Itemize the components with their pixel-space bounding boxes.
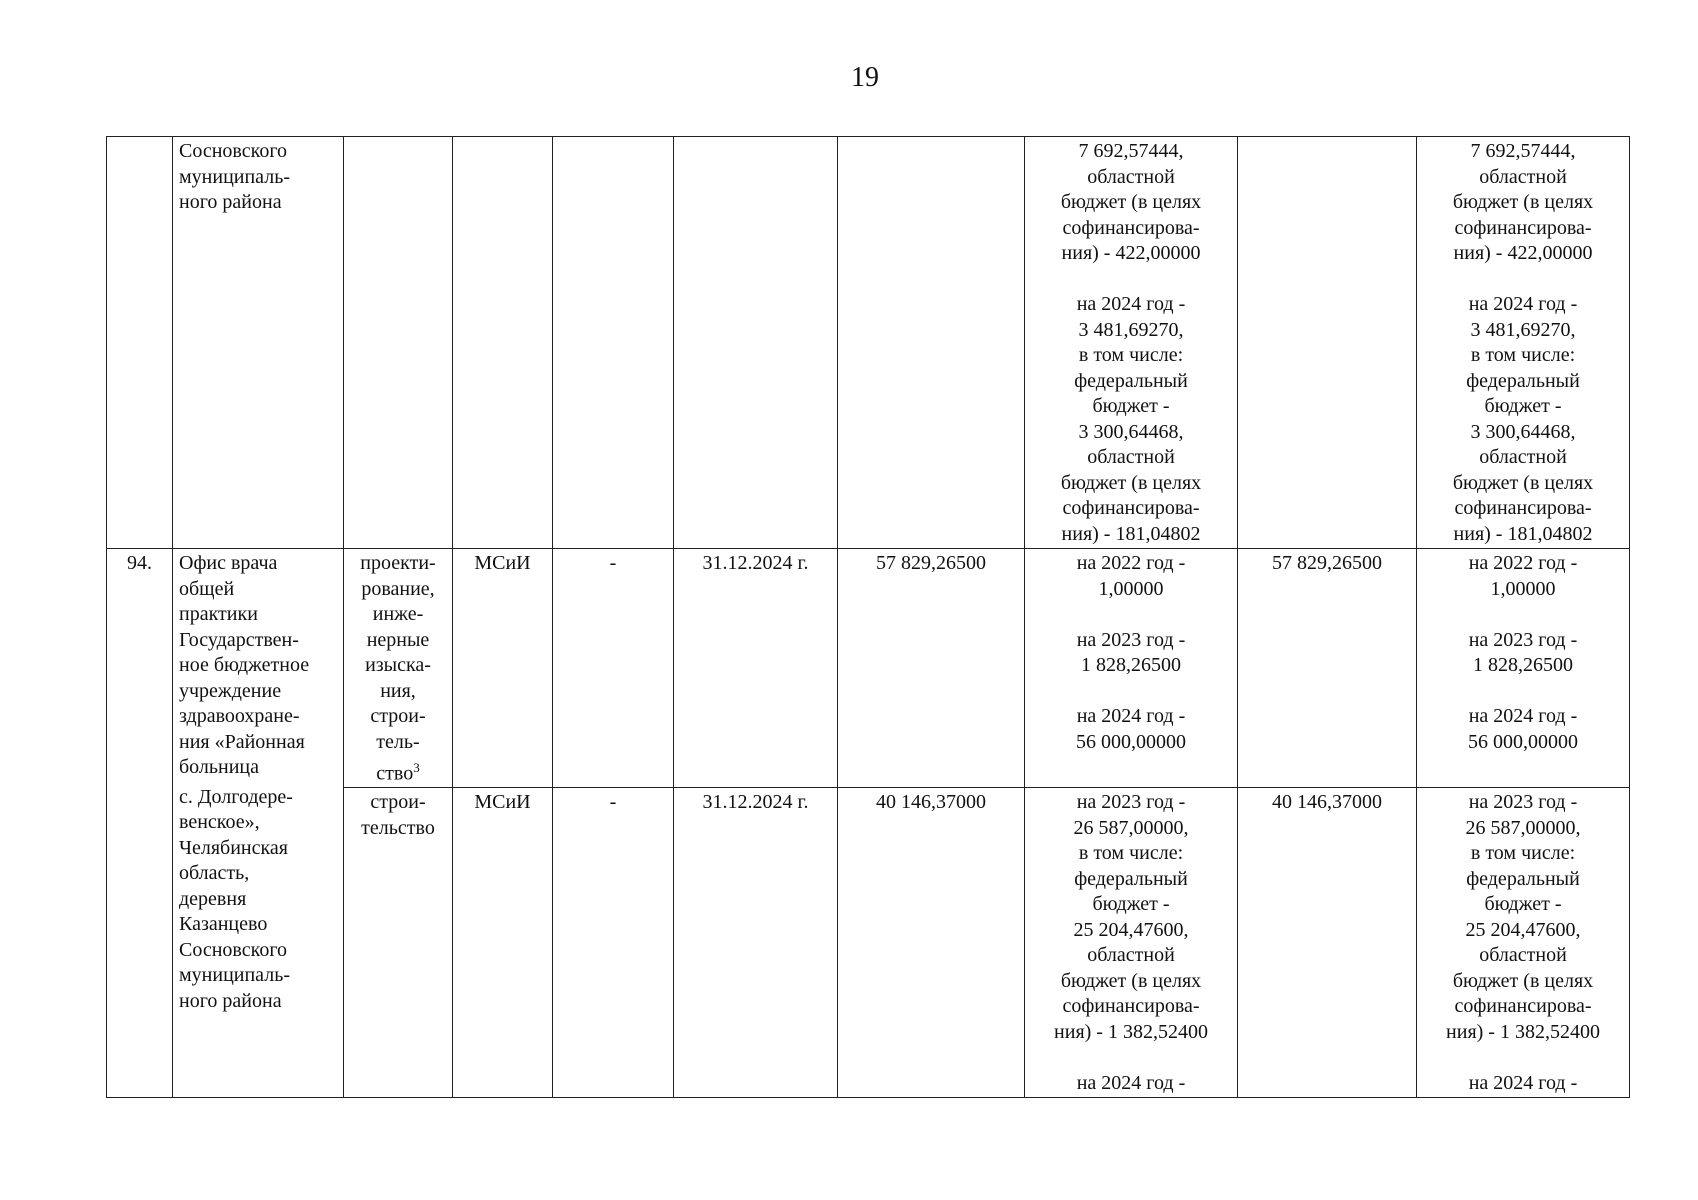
financing-2024: на 2024 год - 56 000,00000 <box>1076 705 1186 753</box>
object-name-bottom: с. Долгодере- венское», Челябинская область, деревня Казанцево Сосновского муниципаль- ного района <box>179 785 293 1012</box>
cell-customer: МСиИ <box>453 549 553 788</box>
allocation-2023: на 2023 год - 26 587,00000, в том числе: федеральный бюджет - 25 204,47600, областной бюджет (в целях софинансирова- ния) - 1 382,52400 <box>1446 791 1600 1043</box>
cell-object-name <box>173 549 344 1098</box>
footnote-mark: 3 <box>413 760 420 775</box>
cell-estimated-cost <box>838 137 1025 549</box>
cell-financing <box>1025 549 1238 788</box>
cell-work-type <box>344 549 453 788</box>
cell-object-name: Сосновского муниципаль- ного района <box>173 137 344 549</box>
cell-allocation <box>1417 137 1630 549</box>
cell-estimated-cost: 57 829,26500 <box>838 549 1025 788</box>
cell-work-type: строи- тельство <box>344 788 453 1098</box>
allocation-part-b: на 2024 год - 3 481,69270, в том числе: федеральный бюджет - 3 300,64468, областной бюджет (в целях софинансирова- ния) - 181,04802 <box>1452 293 1594 545</box>
cell-number <box>107 137 173 549</box>
cell-end-date <box>674 137 838 549</box>
cell-start-date: - <box>553 549 674 788</box>
allocation-2022: на 2022 год - 1,00000 <box>1468 552 1578 600</box>
table-row-94-design <box>107 549 1630 788</box>
work-type-text: проекти- рование, инже- нерные изыска- ния, строи- тель- ство <box>360 552 436 785</box>
financing-2022: на 2022 год - 1,00000 <box>1076 552 1186 600</box>
object-name-top: Офис врача общей практики Государствен- ное бюджетное учреждение здравоохране- ния «Районная больница <box>179 552 310 778</box>
cell-allocation <box>1417 549 1630 788</box>
financing-part-b: на 2024 год - 3 481,69270, в том числе: федеральный бюджет - 3 300,64468, областной бюджет (в целях софинансирова- ния) - 181,04802 <box>1060 293 1202 545</box>
investment-table <box>106 136 1630 1098</box>
cell-limit <box>1238 137 1417 549</box>
allocation-part-a: 7 692,57444, областной бюджет (в целях софинансирова- ния) - 422,00000 <box>1452 140 1594 264</box>
cell-allocation <box>1417 788 1630 1098</box>
cell-limit: 40 146,37000 <box>1238 788 1417 1098</box>
cell-estimated-cost: 40 146,37000 <box>838 788 1025 1098</box>
allocation-2023: на 2023 год - 1 828,26500 <box>1468 628 1578 676</box>
cell-customer <box>453 137 553 549</box>
financing-2023: на 2023 год - 1 828,26500 <box>1076 628 1186 676</box>
table-row-continuation <box>107 137 1630 549</box>
cell-financing <box>1025 137 1238 549</box>
allocation-2024: на 2024 год - <box>1468 1071 1578 1094</box>
financing-2023: на 2023 год - 26 587,00000, в том числе: федеральный бюджет - 25 204,47600, областной бюджет (в целях софинансирова- ния) - 1 382,52400 <box>1054 791 1208 1043</box>
allocation-2024: на 2024 год - 56 000,00000 <box>1468 705 1578 753</box>
cell-number: 94. <box>107 549 173 1098</box>
cell-start-date: - <box>553 788 674 1098</box>
page-number: 19 <box>851 62 879 93</box>
cell-customer: МСиИ <box>453 788 553 1098</box>
cell-end-date: 31.12.2024 г. <box>674 788 838 1098</box>
cell-financing <box>1025 788 1238 1098</box>
cell-limit: 57 829,26500 <box>1238 549 1417 788</box>
cell-start-date <box>553 137 674 549</box>
cell-work-type <box>344 137 453 549</box>
financing-2024: на 2024 год - <box>1076 1071 1186 1094</box>
financing-part-a: 7 692,57444, областной бюджет (в целях софинансирова- ния) - 422,00000 <box>1060 140 1202 264</box>
cell-end-date: 31.12.2024 г. <box>674 549 838 788</box>
